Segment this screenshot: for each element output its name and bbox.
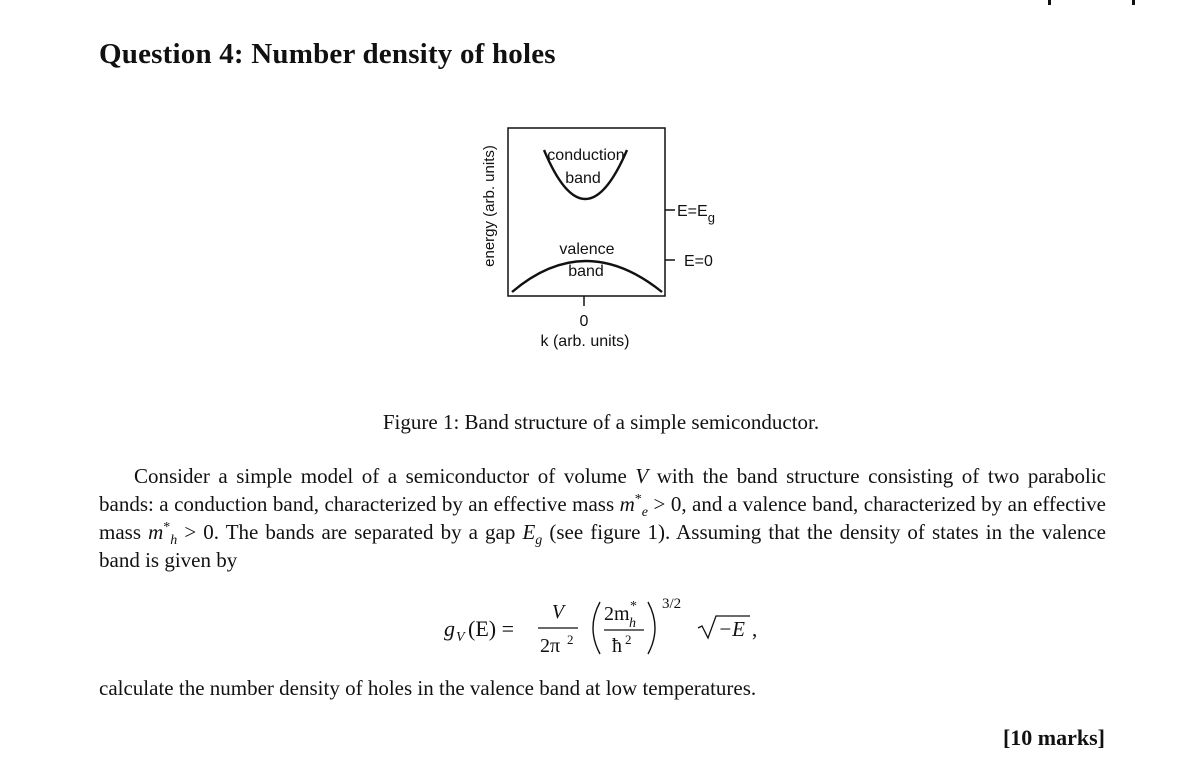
eq-exponent: 3/2 xyxy=(662,596,682,612)
eq-lhs-sub: V xyxy=(456,630,465,645)
eq-frac2-den: ħ xyxy=(612,635,622,657)
valence-label-line2: band xyxy=(568,263,604,280)
eq-frac2-den-sup: 2 xyxy=(625,632,632,647)
page-edge-marks xyxy=(1028,0,1188,8)
eq-frac1-den: 2π xyxy=(540,635,561,657)
marks-badge: [10 marks] xyxy=(1002,725,1105,750)
x-axis-label: k (arb. units) xyxy=(540,333,630,350)
conduction-label-line2: band xyxy=(565,170,601,187)
eq-frac2-num-sub: h xyxy=(629,616,636,631)
figure-caption: Figure 1: Band structure of a simple semiconductor. xyxy=(382,410,820,434)
eq-left-paren xyxy=(593,602,600,654)
eq-lhs-arg: (E) = xyxy=(468,616,514,641)
eq-sqrt-arg: −E xyxy=(718,617,745,641)
eq-lhs: g xyxy=(444,616,455,641)
conduction-label-line1: conduction xyxy=(547,147,625,164)
band-structure-diagram xyxy=(470,118,750,358)
density-of-states-equation xyxy=(440,590,800,660)
y-axis-label: energy (arb. units) xyxy=(481,145,498,267)
problem-statement: Consider a simple model of a semiconductor of volume V with the band structure consisting of two parabolic bands: a conduction band, characterized by an effective mass $m^*_e > 0$, and a valence band, characterized by an effective mass $m^*_h > 0$. The bands are separated by a gap $E_g$ (see figure 1). Assuming that the density of states in the valence band is given by xyxy=(99,464,1106,572)
question-title: Question 4: Number density of holes xyxy=(99,38,556,70)
zero-level-label: E=0 xyxy=(684,253,713,270)
eq-frac1-num: V xyxy=(551,601,565,623)
eq-trailing: , xyxy=(752,617,758,641)
x-origin-label: 0 xyxy=(579,313,589,330)
equation-render xyxy=(440,590,800,660)
eq-frac1-den-sup: 2 xyxy=(567,632,574,647)
valence-label-line1: valence xyxy=(559,241,615,258)
eq-right-paren xyxy=(648,602,655,654)
task-instruction: calculate the number density of holes in the valence band at low temperatures. xyxy=(99,676,757,700)
gap-level-label: $E=E_g$ xyxy=(677,203,715,225)
eq-frac2-num: 2m xyxy=(604,603,630,625)
eq-frac2-num-sup: * xyxy=(630,599,637,614)
band-structure-figure xyxy=(470,118,750,358)
